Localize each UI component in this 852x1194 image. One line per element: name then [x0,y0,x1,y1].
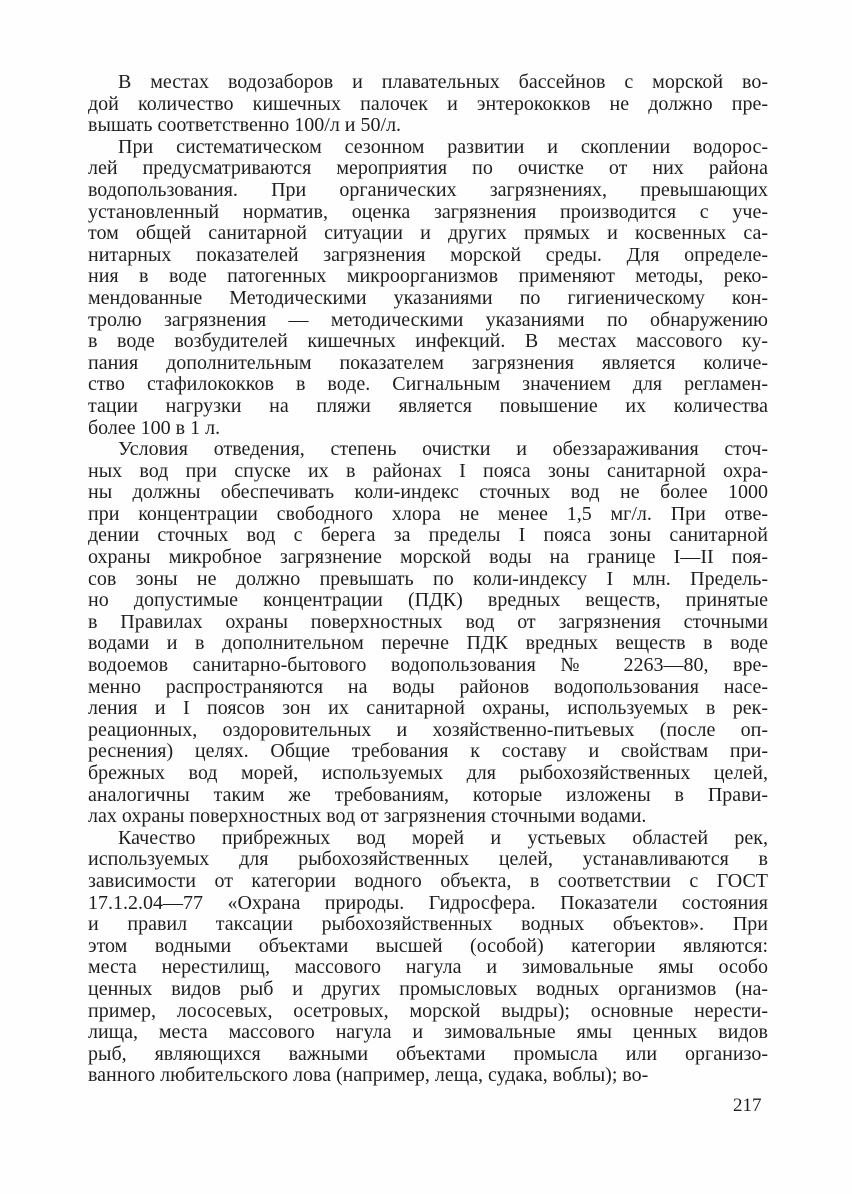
text-line: лей предусматриваются мероприятия по очистке от них района [88,157,768,180]
text-line: более 100 в 1 л. [88,416,221,439]
text-line: в воде возбудителей кишечных инфекций. В местах массового ку- [88,330,768,353]
paragraph [88,439,768,828]
text-line: Качество прибрежных вод морей и устьевых областей рек, [118,826,768,849]
text-line: ления и I поясов зон их санитарной охраны, используемых в рек- [88,697,768,720]
text-line: места нерестилищ, массового нагула и зимовальные ямы особо [88,956,768,979]
paragraph [88,137,768,439]
text-line: тации нагрузки на пляжи является повышение их количества [88,394,768,417]
text-line: вышать соответственно 100/л и 50/л. [88,114,402,137]
text-line: этом водными объектами высшей (особой) категории являются: [88,934,768,957]
text-line: брежных вод морей, используемых для рыбохозяйственных целей, [88,762,768,784]
text-line: сов зоны не должно превышать по коли-индексу I млн. Предель- [88,567,768,590]
text-line: При систематическом сезонном развитии и скоплении водорос- [118,135,768,158]
text-line: ство стафилококков в воде. Сигнальным значением для регламен- [88,373,768,396]
text-line: реационных, оздоровительных и хозяйственно-питьевых (после оп- [88,718,768,741]
text-line: водоемов санитарно-бытового водопользования № 2263—80, вре- [88,654,768,677]
text-line: рыб, являющихся важными объектами промысла или организо- [88,1042,768,1065]
text-line: мендованные Методическими указаниями по гигиеническому кон- [88,286,768,309]
text-line: лах охраны поверхностных вод от загрязнения сточными водами. [88,805,647,828]
paragraph [88,72,768,137]
text-line: и правил таксации рыбохозяйственных водных объектов». При [88,913,768,936]
text-line: в Правилах охраны поверхностных вод от загрязнения сточными [88,610,768,633]
text-line: аналогичны таким же требованиям, которые изложены в Прави- [88,783,768,806]
text-line: дении сточных вод с берега за пределы I пояса зоны санитарной [88,524,768,547]
text-line: ния в воде патогенных микроорганизмов применяют методы, реко- [88,265,768,288]
text-line: дой количество кишечных палочек и энтерококков не должно пре- [88,92,768,115]
paragraph [88,828,768,1087]
text-line: В местах водозаборов и плавательных бассейнов с морской во- [118,71,768,93]
text-line: водопользования. При органических загрязнениях, превышающих [88,178,768,201]
text-line: менно распространяются на воды районов водопользования насе- [88,675,768,698]
text-line: ны должны обеспечивать коли-индекс сточных вод не более 1000 [88,481,768,504]
text-line: реснения) целях. Общие требования к составу и свойствам при- [88,740,768,763]
text-line: нитарных показателей загрязнения морской среды. Для определе- [88,243,768,266]
page-number: 217 [733,1095,762,1116]
text-line: пания дополнительным показателем загрязнения является количе- [88,351,768,374]
text-line: охраны микробное загрязнение морской воды на границе I—II поя- [88,546,768,569]
text-line: но допустимые концентрации (ПДК) вредных веществ, принятые [88,589,768,612]
text-line: ных вод при спуске их в районах I пояса зоны санитарной охра- [88,459,768,482]
text-line: при концентрации свободного хлора не менее 1,5 мг/л. При отве- [88,502,768,525]
text-column [88,72,768,1087]
text-line: тролю загрязнения — методическими указаниями по обнаружению [88,308,768,331]
text-line: водами и в дополнительном перечне ПДК вредных веществ в воде [88,632,768,655]
text-line: 17.1.2.04—77 «Охрана природы. Гидросфера. Показатели состояния [88,891,768,914]
text-line: ценных видов рыб и других промысловых водных организмов (на- [88,977,768,1000]
text-line: ванного любительского лова (например, леща, судака, воблы); во- [88,1064,649,1087]
text-line: используемых для рыбохозяйственных целей, устанавливаются в [88,848,768,871]
text-line: зависимости от категории водного объекта, в соответствии с ГОСТ [88,869,768,892]
text-line: Условия отведения, степень очистки и обеззараживания сточ- [118,438,768,461]
text-line: лища, места массового нагула и зимовальные ямы ценных видов [88,1021,768,1044]
text-line: установленный норматив, оценка загрязнения производится с уче- [88,200,768,223]
text-line: пример, лососевых, осетровых, морской выдры); основные нерести- [88,999,768,1022]
text-line: том общей санитарной ситуации и других прямых и косвенных са- [88,222,768,245]
